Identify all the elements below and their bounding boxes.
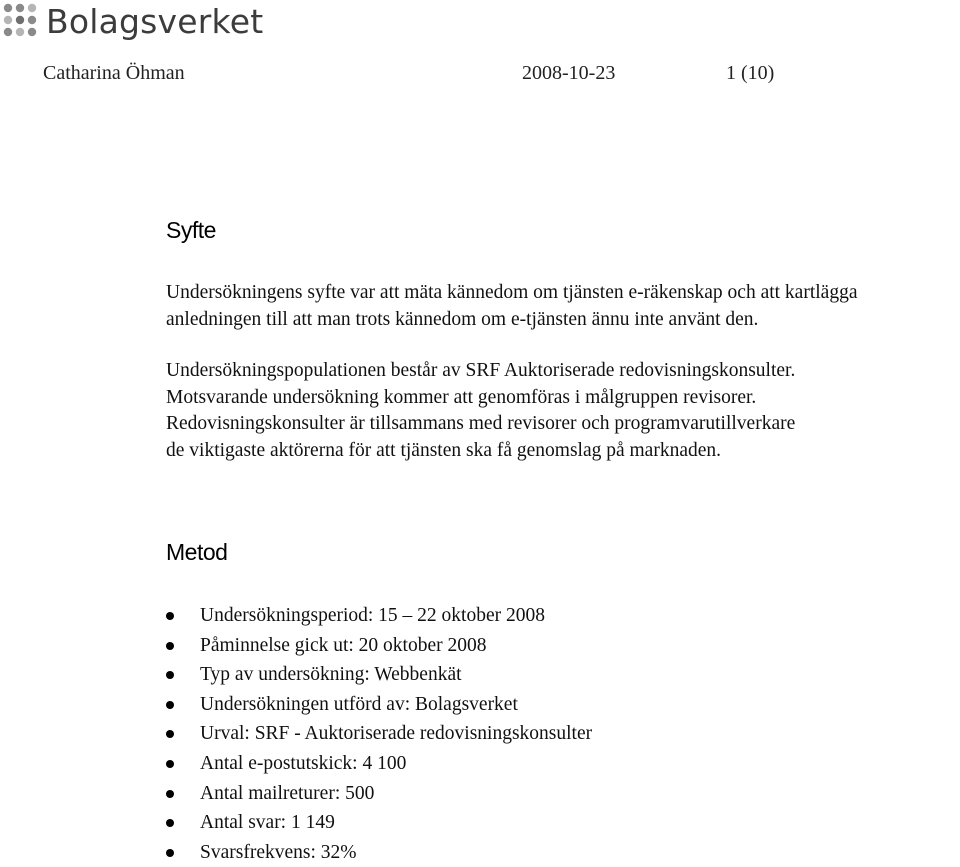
list-item-text: Antal svar: 1 149 bbox=[200, 812, 335, 834]
list-item bbox=[166, 808, 592, 838]
list-item-text: Urval: SRF - Auktoriserade redovisningskonsulter bbox=[200, 723, 593, 745]
paragraph-line: Undersökningens syfte var att mäta kännedom om tjänsten e-räkenskap och att kartlägga bbox=[166, 282, 858, 303]
paragraph-line: Redovisningskonsulter är tillsammans med revisorer och programvarutillverkare bbox=[166, 413, 796, 434]
paragraph-syfte-1 bbox=[166, 280, 960, 333]
list-item-text: Undersökningsperiod: 15 – 22 oktober 2008 bbox=[200, 605, 546, 626]
bullet-icon bbox=[166, 612, 174, 620]
page-number: 1 (10) bbox=[726, 62, 775, 84]
list-item-text: Antal e-postutskick: 4 100 bbox=[200, 752, 407, 774]
metod-bullet-list bbox=[166, 601, 592, 867]
bullet-icon bbox=[166, 819, 174, 827]
list-item bbox=[166, 601, 592, 631]
list-item-text: Undersökningen utförd av: Bolagsverket bbox=[200, 693, 518, 715]
logo-text: Bolagsverket bbox=[46, 2, 264, 41]
list-item-text: Typ av undersökning: Webbenkät bbox=[200, 664, 462, 686]
bullet-icon bbox=[166, 730, 174, 738]
logo-dots-icon bbox=[2, 2, 40, 42]
list-item bbox=[166, 690, 592, 720]
list-item bbox=[166, 838, 592, 867]
bullet-icon bbox=[166, 760, 174, 768]
bullet-icon bbox=[166, 701, 174, 709]
author-name: Catharina Öhman bbox=[43, 62, 185, 84]
bullet-icon bbox=[166, 642, 174, 650]
list-item-text: Antal mailreturer: 500 bbox=[200, 782, 375, 804]
bullet-icon bbox=[166, 671, 174, 679]
list-item-text: Svarsfrekvens: 32% bbox=[200, 841, 357, 863]
paragraph-line: Motsvarande undersökning kommer att genomföras i målgruppen revisorer. bbox=[166, 386, 757, 408]
paragraph-line: anledningen till att man trots kännedom om e-tjänsten ännu inte använt den. bbox=[166, 308, 759, 330]
section-heading-metod: Metod bbox=[166, 539, 228, 565]
list-item bbox=[166, 779, 592, 809]
paragraph-syfte-2 bbox=[166, 358, 960, 464]
list-item-text: Påminnelse gick ut: 20 oktober 2008 bbox=[200, 634, 487, 656]
list-item bbox=[166, 749, 592, 779]
bullet-icon bbox=[166, 849, 174, 857]
paragraph-line: Undersökningspopulationen består av SRF Auktoriserade redovisningskonsulter. bbox=[166, 360, 796, 381]
list-item bbox=[166, 631, 592, 661]
section-heading-syfte: Syfte bbox=[166, 217, 216, 243]
bullet-icon bbox=[166, 790, 174, 798]
document-date: 2008-10-23 bbox=[522, 62, 616, 84]
list-item bbox=[166, 660, 592, 690]
list-item bbox=[166, 719, 592, 749]
paragraph-line: de viktigaste aktörerna för att tjänsten ska få genomslag på marknaden. bbox=[166, 439, 722, 461]
bolagsverket-logo bbox=[2, 2, 263, 42]
